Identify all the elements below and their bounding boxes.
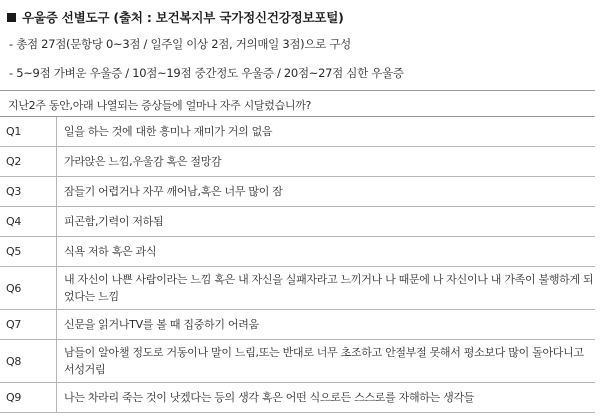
- question-number: Q7: [0, 310, 57, 340]
- question-text: 피곤함,기력이 저하됨: [57, 207, 596, 237]
- questionnaire-table: [0, 117, 595, 413]
- question-number: Q8: [0, 340, 57, 383]
- table-row: [0, 267, 595, 310]
- question-number: Q3: [0, 177, 57, 207]
- table-row: [0, 383, 595, 413]
- table-row: [0, 340, 595, 383]
- question-text: 식욕 저하 혹은 과식: [57, 237, 596, 267]
- table-row: [0, 207, 595, 237]
- question-number: Q1: [0, 117, 57, 147]
- scoring-note: - 총점 27점(문항당 0~3점 / 일주일 이상 2점, 거의매일 3점)으로 구성: [9, 37, 351, 51]
- question-number: Q4: [0, 207, 57, 237]
- title-text: 우울증 선별도구 (출처 : 보건복지부 국가정신건강정보포털): [22, 10, 344, 25]
- question-text: 일을 하는 것에 대한 흥미나 재미가 거의 없음: [57, 117, 596, 147]
- severity-note: - 5~9점 가벼운 우울증 / 10점~19점 중간정도 우울증 / 20점~27점 심한 우울증: [9, 66, 404, 80]
- question-prompt: 지난2주 동안,아래 나열되는 증상들에 얼마나 자주 시달렸습니까?: [0, 90, 595, 117]
- question-number: Q9: [0, 383, 57, 413]
- question-text: 내 자신이 나쁜 사람이라는 느낌 혹은 내 자신을 실패자라고 느끼거나 나 때문에 나 자신이나 내 가족이 불행하게 되었다는 느낌: [57, 267, 596, 310]
- table-row: [0, 310, 595, 340]
- question-text: 남들이 알아챌 정도로 거동이나 말이 느림,또는 반대로 너무 초조하고 안절부절 못해서 평소보다 많이 돌아다니고 서성거림: [57, 340, 596, 383]
- table-row: [0, 147, 595, 177]
- table-row: [0, 237, 595, 267]
- question-text: 신문을 읽거나TV를 볼 때 집중하기 어려움: [57, 310, 596, 340]
- question-number: Q6: [0, 267, 57, 310]
- table-row: [0, 177, 595, 207]
- question-text: 잠들기 어렵거나 자꾸 깨어남,혹은 너무 많이 잠: [57, 177, 596, 207]
- question-text: 가라앉은 느낌,우울감 혹은 절망감: [57, 147, 596, 177]
- black-square-icon: [7, 13, 16, 22]
- question-number: Q5: [0, 237, 57, 267]
- section-title: [6, 7, 594, 27]
- question-text: 나는 차라리 죽는 것이 낫겠다는 등의 생각 혹은 어떤 식으로든 스스로를 자해하는 생각들: [57, 383, 596, 413]
- question-number: Q2: [0, 147, 57, 177]
- table-row: [0, 117, 595, 147]
